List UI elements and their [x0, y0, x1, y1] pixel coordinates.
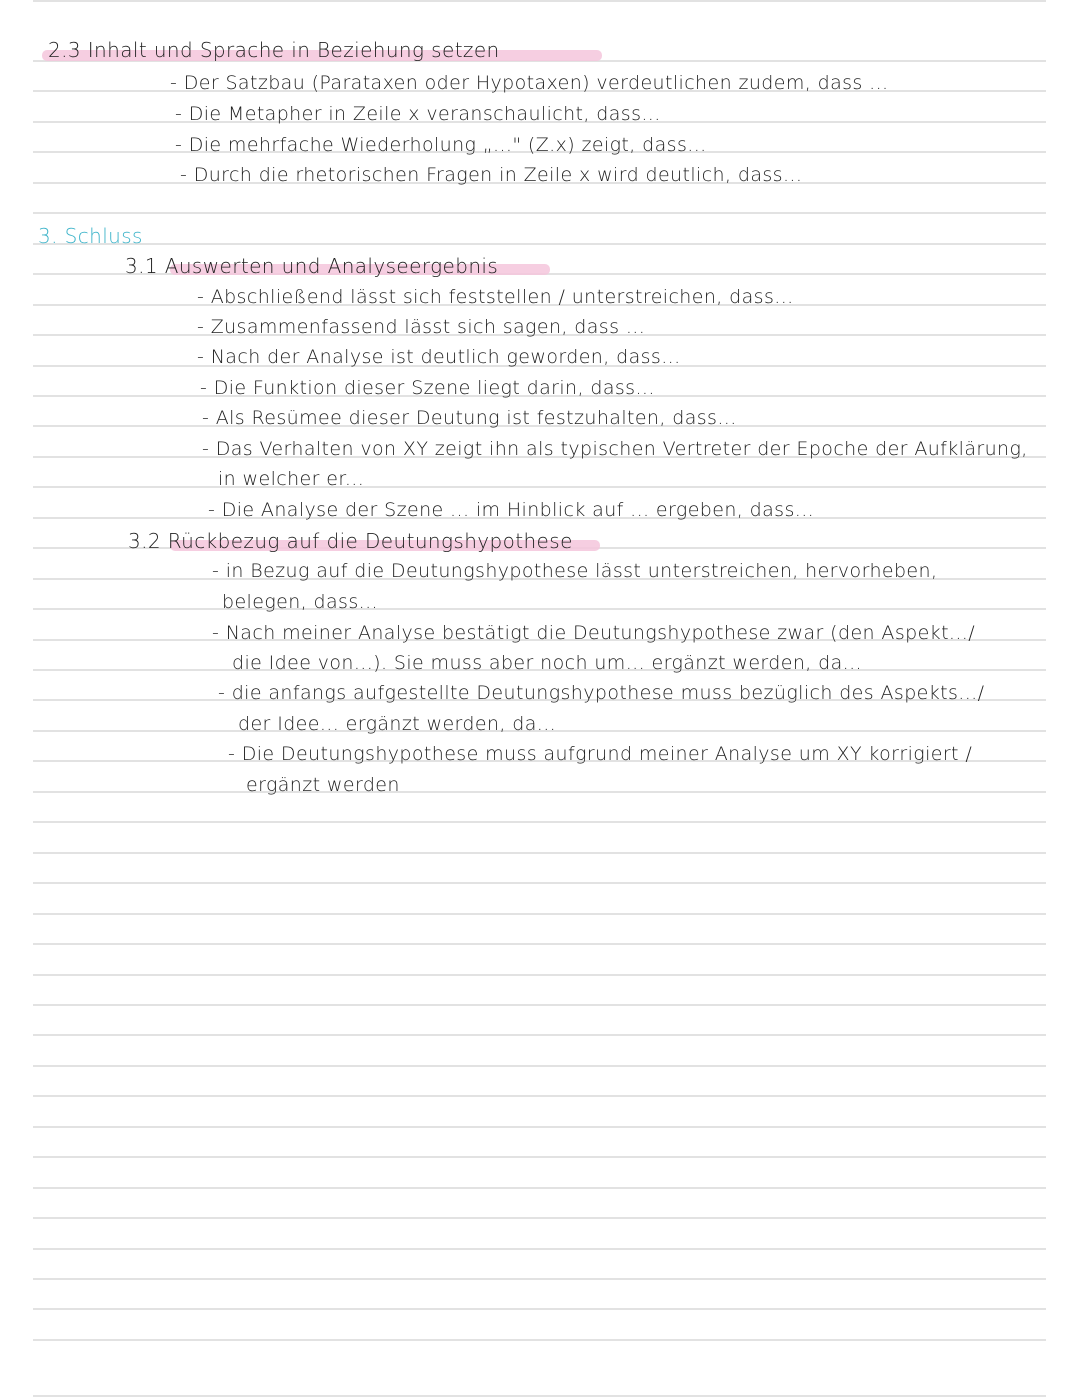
list-item: - Nach der Analyse ist deutlich geworden, dass... — [197, 346, 681, 368]
ruled-line — [33, 1187, 1046, 1189]
ruled-line — [33, 212, 1046, 214]
ruled-line — [33, 852, 1046, 854]
ruled-line — [33, 791, 1046, 793]
list-item-continuation: belegen, dass... — [222, 591, 378, 613]
ruled-line — [33, 486, 1046, 488]
list-item: - Das Verhalten von XY zeigt ihn als typischen Vertreter der Epoche der Aufklärung, — [202, 438, 1028, 460]
list-item: - Die Funktion dieser Szene liegt darin, dass... — [200, 377, 655, 399]
heading-2-3: 2.3 Inhalt und Sprache in Beziehung setzen — [48, 38, 500, 62]
list-item: - Der Satzbau (Parataxen oder Hypotaxen) verdeutlichen zudem, dass ... — [170, 72, 889, 94]
ruled-line — [33, 243, 1046, 245]
list-item: - in Bezug auf die Deutungshypothese lässt unterstreichen, hervorheben, — [212, 560, 938, 582]
list-item: - Die Analyse der Szene ... im Hinblick auf ... ergeben, dass... — [208, 499, 815, 521]
ruled-line — [33, 1126, 1046, 1128]
list-item: - die anfangs aufgestellte Deutungshypothese muss bezüglich des Aspekts.../ — [218, 682, 985, 704]
ruled-line — [33, 1156, 1046, 1158]
ruled-line — [33, 1248, 1046, 1250]
ruled-line — [33, 1278, 1046, 1280]
list-item: - Die Deutungshypothese muss aufgrund meiner Analyse um XY korrigiert / — [228, 743, 973, 765]
list-item: - Nach meiner Analyse bestätigt die Deutungshypothese zwar (den Aspekt.../ — [212, 622, 976, 644]
heading-3-2: 3.2 Rückbezug auf die Deutungshypothese — [128, 529, 573, 553]
ruled-line — [33, 974, 1046, 976]
list-item: - Durch die rhetorischen Fragen in Zeile x wird deutlich, dass... — [180, 164, 803, 186]
ruled-line — [33, 0, 1046, 2]
list-item: - Abschließend lässt sich feststellen / unterstreichen, dass... — [197, 286, 794, 308]
ruled-line — [33, 913, 1046, 915]
list-item-continuation: ergänzt werden — [246, 774, 400, 796]
list-item-continuation: die Idee von...). Sie muss aber noch um... ergänzt werden, da... — [232, 652, 862, 674]
list-item: - Als Resümee dieser Deutung ist festzuhalten, dass... — [202, 407, 737, 429]
list-item: - Die Metapher in Zeile x veranschaulicht, dass... — [175, 103, 661, 125]
ruled-line — [33, 1308, 1046, 1310]
ruled-line — [33, 1034, 1046, 1036]
section-title-schluss: 3. Schluss — [38, 224, 143, 248]
list-item-continuation: in welcher er... — [218, 468, 365, 490]
ruled-line — [33, 1004, 1046, 1006]
ruled-line — [33, 882, 1046, 884]
ruled-line — [33, 943, 1046, 945]
ruled-line — [33, 1217, 1046, 1219]
list-item-continuation: der Idee... ergänzt werden, da... — [238, 713, 557, 735]
heading-3-1: 3.1 Auswerten und Analyseergebnis — [125, 254, 499, 278]
ruled-line — [33, 608, 1046, 610]
ruled-line — [33, 1339, 1046, 1341]
list-item: - Die mehrfache Wiederholung „..." (Z.x) zeigt, dass... — [175, 134, 707, 156]
ruled-line — [33, 821, 1046, 823]
list-item: - Zusammenfassend lässt sich sagen, dass ... — [197, 316, 646, 338]
ruled-line — [33, 1065, 1046, 1067]
ruled-line — [33, 1095, 1046, 1097]
